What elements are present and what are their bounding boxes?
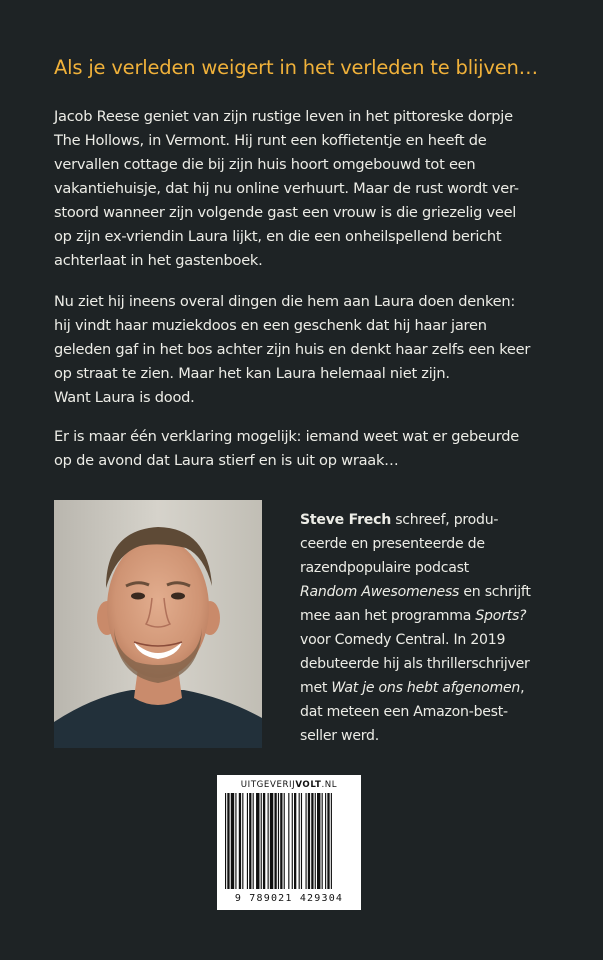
barcode-icon — [223, 793, 355, 891]
podcast-title: Random Awesomeness — [300, 584, 460, 600]
isbn-barcode-box — [217, 775, 361, 910]
bio-line: razendpopulaire podcast — [300, 560, 469, 576]
author-photo — [54, 500, 262, 748]
blurb-line: Er is maar één verklaring mogelijk: iemand weet wat er gebeurde — [54, 428, 519, 445]
isbn-number: 9 789021 429304 — [234, 893, 344, 904]
author-portrait-illustration — [54, 500, 262, 748]
blurb-paragraph-3 — [54, 425, 574, 473]
blurb-line: vervallen cottage die bij zijn huis hoort omgebouwd tot een — [54, 156, 476, 173]
blurb-line: stoord wanneer zijn volgende gast een vrouw is die griezelig veel — [54, 204, 517, 221]
debut-book-title: Wat je ons hebt afgenomen — [331, 680, 521, 696]
author-bio — [300, 508, 580, 748]
bio-line: debuteerde hij als thrillerschrijver — [300, 656, 530, 672]
bio-line: mee aan het programma Sports? — [300, 608, 527, 624]
blurb-line: hij vindt haar muziekdoos en een geschenk dat hij haar jaren — [54, 317, 487, 334]
blurb-line: Nu ziet hij ineens overal dingen die hem aan Laura doen denken: — [54, 293, 516, 310]
blurb-line: The Hollows, in Vermont. Hij runt een koffietentje en heeft de — [54, 132, 487, 149]
bio-line: dat meteen een Amazon-best- — [300, 704, 508, 720]
blurb-line: geleden gaf in het bos achter zijn huis en denkt haar zelfs een keer — [54, 341, 531, 358]
blurb-line: Want Laura is dood. — [54, 389, 195, 406]
bio-line: seller werd. — [300, 728, 379, 744]
bio-line: ceerde en presenteerde de — [300, 536, 485, 552]
bio-line: Steve Frech schreef, produ- — [300, 512, 499, 528]
back-cover-tagline: Als je verleden weigert in het verleden te blijven… — [54, 56, 538, 79]
blurb-line: op de avond dat Laura stierf en is uit op wraak… — [54, 452, 399, 469]
bio-line: voor Comedy Central. In 2019 — [300, 632, 506, 648]
bio-line: Random Awesomeness en schrijft — [300, 584, 531, 600]
blurb-paragraph-2 — [54, 290, 574, 410]
blurb-line: Jacob Reese geniet van zijn rustige leven in het pittoreske dorpje — [54, 108, 513, 125]
publisher-url: UITGEVERIJVOLT.NL — [240, 780, 338, 790]
blurb-line: op straat te zien. Maar het kan Laura helemaal niet zijn. — [54, 365, 450, 382]
blurb-line: achterlaat in het gastenboek. — [54, 252, 263, 269]
blurb-line: op zijn ex-vriendin Laura lijkt, en die een onheilspellend bericht — [54, 228, 502, 245]
bio-line: met Wat je ons hebt afgenomen, — [300, 680, 525, 696]
blurb-line: vakantiehuisje, dat hij nu online verhuurt. Maar de rust wordt ver- — [54, 180, 519, 197]
blurb-paragraph-1 — [54, 105, 574, 273]
author-name: Steve Frech — [300, 512, 391, 528]
tv-show-title: Sports? — [475, 608, 527, 624]
